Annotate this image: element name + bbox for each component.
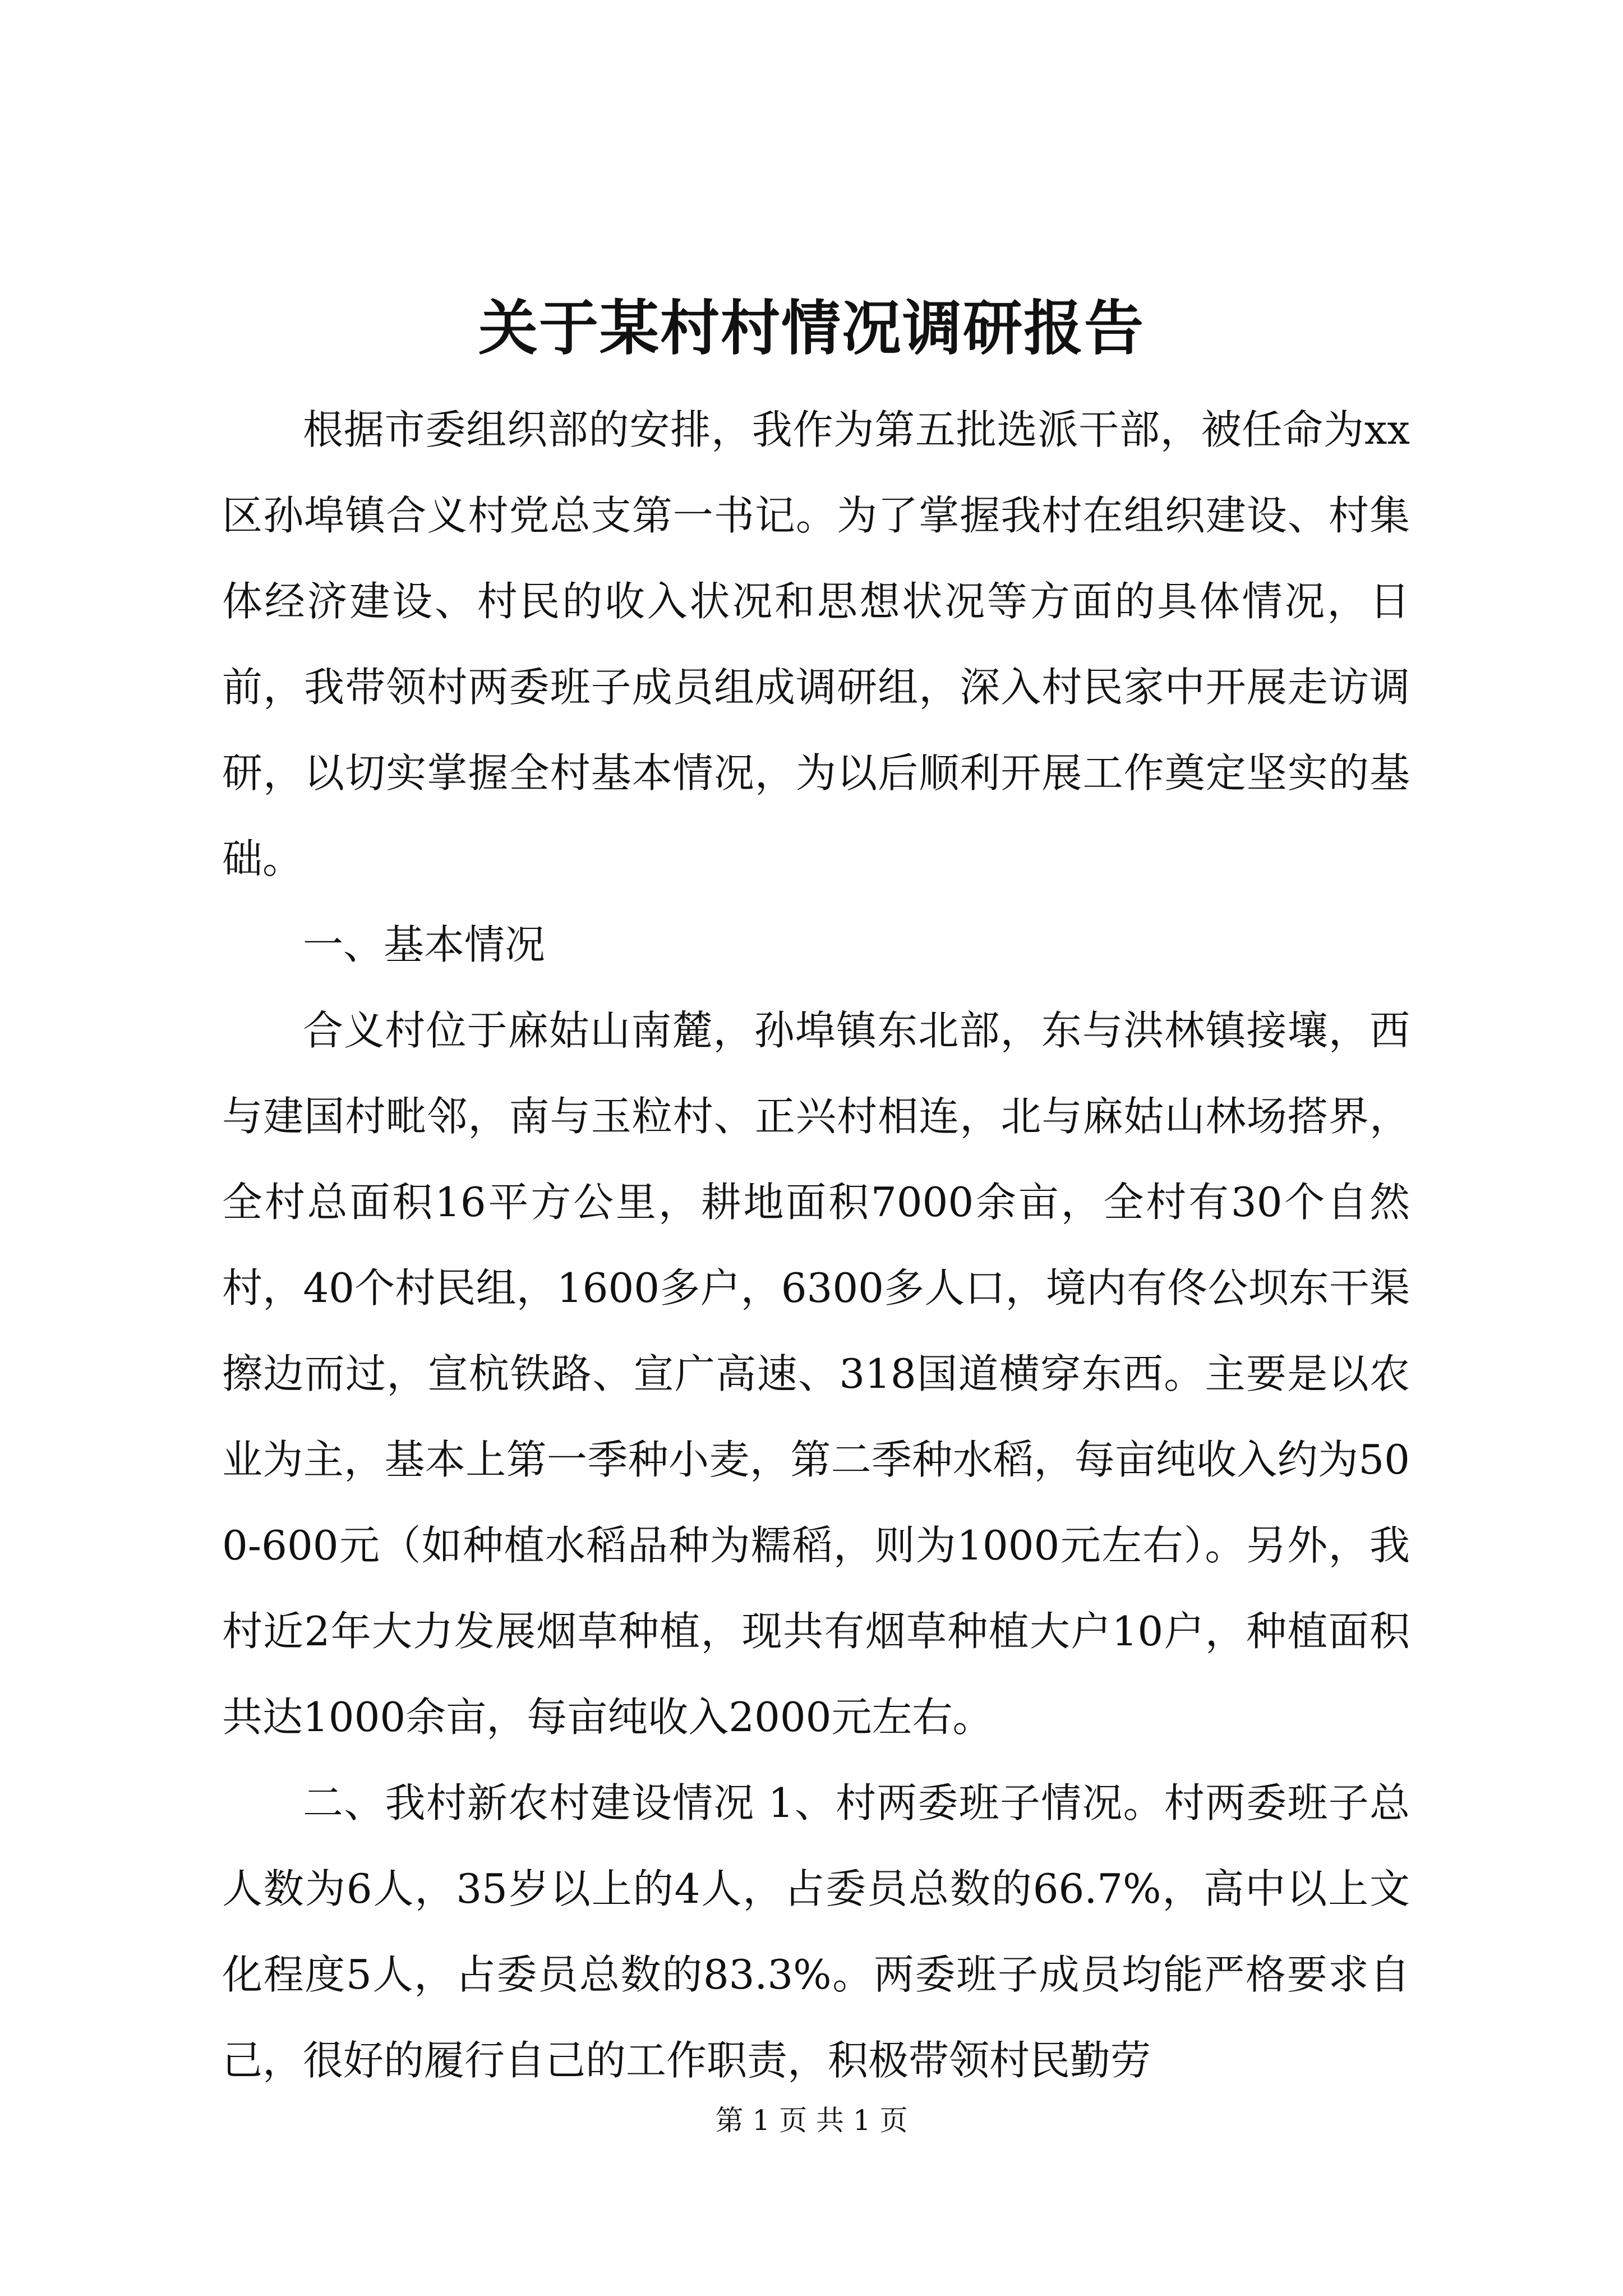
page-footer: 第 1 页 共 1 页 bbox=[715, 2104, 908, 2137]
document-title: 关于某村村情况调研报告 bbox=[478, 293, 1145, 363]
document-body bbox=[222, 387, 1410, 2104]
section-heading-basic-situation: 一、基本情况 bbox=[303, 921, 546, 968]
paragraph-new-rural-construction: 二、我村新农村建设情况 1、村两委班子情况。村两委班子总人数为6人，35岁以上的4人，占委员总数的66.7%，高中以上文化程度5人，占委员总数的83.3%。两委班子成员均能严格要求自己，很好的履行自己的工作职责，积极带领村民勤劳 bbox=[222, 1779, 1410, 2084]
paragraph-basic-situation: 合义村位于麻姑山南麓，孙埠镇东北部，东与洪林镇接壤，西与建国村毗邻，南与玉粒村、正兴村相连，北与麻姑山林场搭界，全村总面积16平方公里，耕地面积7000余亩，全村有30个自然村，40个村民组，1600多户，6300多人口，境内有佟公坝东干渠擦边而过，宣杭铁路、宣广高速、318国道横穿东西。主要是以农业为主，基本上第一季种小麦，第二季种水稻，每亩纯收入约为500-600元（如种植水稻品种为糯稻，则为1000元左右）。另外，我村近2年大力发展烟草种植，现共有烟草种植大户10户，种植面积共达1000余亩，每亩纯收入2000元左右。 bbox=[222, 1007, 1410, 1741]
paragraph-intro: 根据市委组织部的安排，我作为第五批选派干部，被任命为xx区孙埠镇合义村党总支第一书记。为了掌握我村在组织建设、村集体经济建设、村民的收入状况和思想状况等方面的具体情况，日前，我带领村两委班子成员组成调研组，深入村民家中开展走访调研，以切实掌握全村基本情况，为以后顺利开展工作奠定坚实的基础。 bbox=[222, 406, 1410, 882]
